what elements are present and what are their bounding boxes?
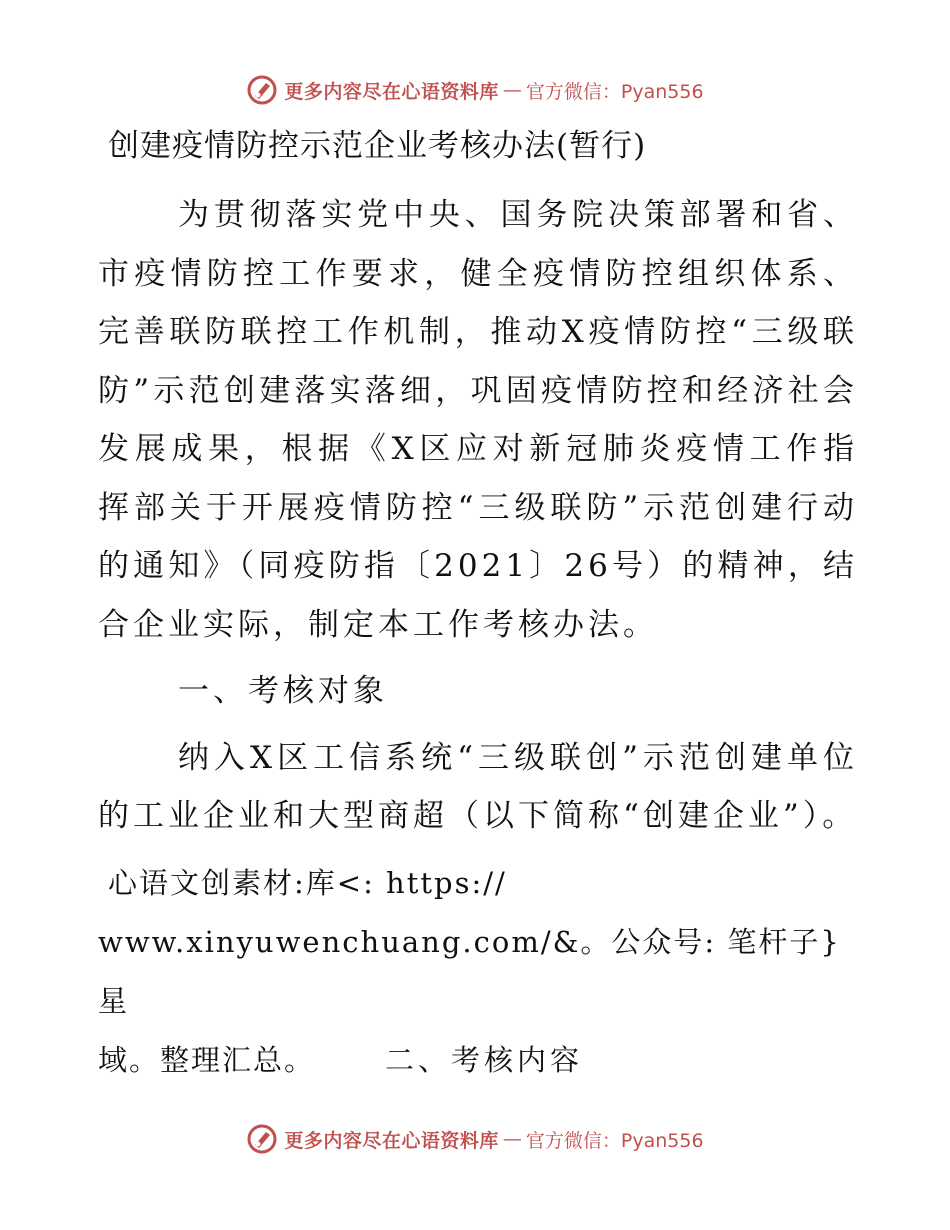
banner-brand: 更多内容尽在心语资料库 [284, 80, 499, 103]
section-1-paragraph: 纳入X区工信系统“三级联创”示范创建单位的工业企业和大型商超（以下简称“创建企业”）。 [98, 739, 858, 834]
source-note [98, 854, 858, 1090]
section-heading-1: 一、考核对象 [178, 673, 388, 709]
red-circle-pen-logo-icon [246, 74, 278, 106]
header-banner [0, 70, 950, 110]
document-title: 创建疫情防控示范企业考核办法(暂行) [108, 128, 647, 164]
footer-wechat: 官方微信：Pyan556 [525, 1129, 704, 1152]
source-line-1: 心语文创素材:库<: https:// [108, 865, 507, 900]
source-line-2: www.xinyuwenchuang.com/&。公众号: 笔杆子}星 [98, 924, 841, 1018]
source-line-3: 域。整理汇总。 [98, 1042, 316, 1077]
red-circle-pen-logo-icon [246, 1123, 278, 1155]
footer-brand: 更多内容尽在心语资料库 [284, 1129, 499, 1152]
footer-banner [0, 1119, 950, 1159]
banner-wechat: 官方微信：Pyan556 [525, 80, 704, 103]
footer-dash: — [502, 1128, 522, 1150]
section-heading-2: 二、考核内容 [385, 1042, 584, 1077]
document-body [98, 118, 858, 1090]
intro-paragraph: 为贯彻落实党中央、国务院决策部署和省、市疫情防控工作要求，健全疫情防控组织体系、完善联防联控工作机制，推动X疫情防控“三级联防”示范创建落实落细，巩固疫情防控和经济社会发展成果，根据《X区应对新冠肺炎疫情工作指挥部关于开展疫情防控“三级联防”示范创建行动的通知》（同疫防指〔2021〕26号）的精神，结合企业实际，制定本工作考核办法。 [98, 197, 858, 643]
banner-dash: — [502, 79, 522, 101]
